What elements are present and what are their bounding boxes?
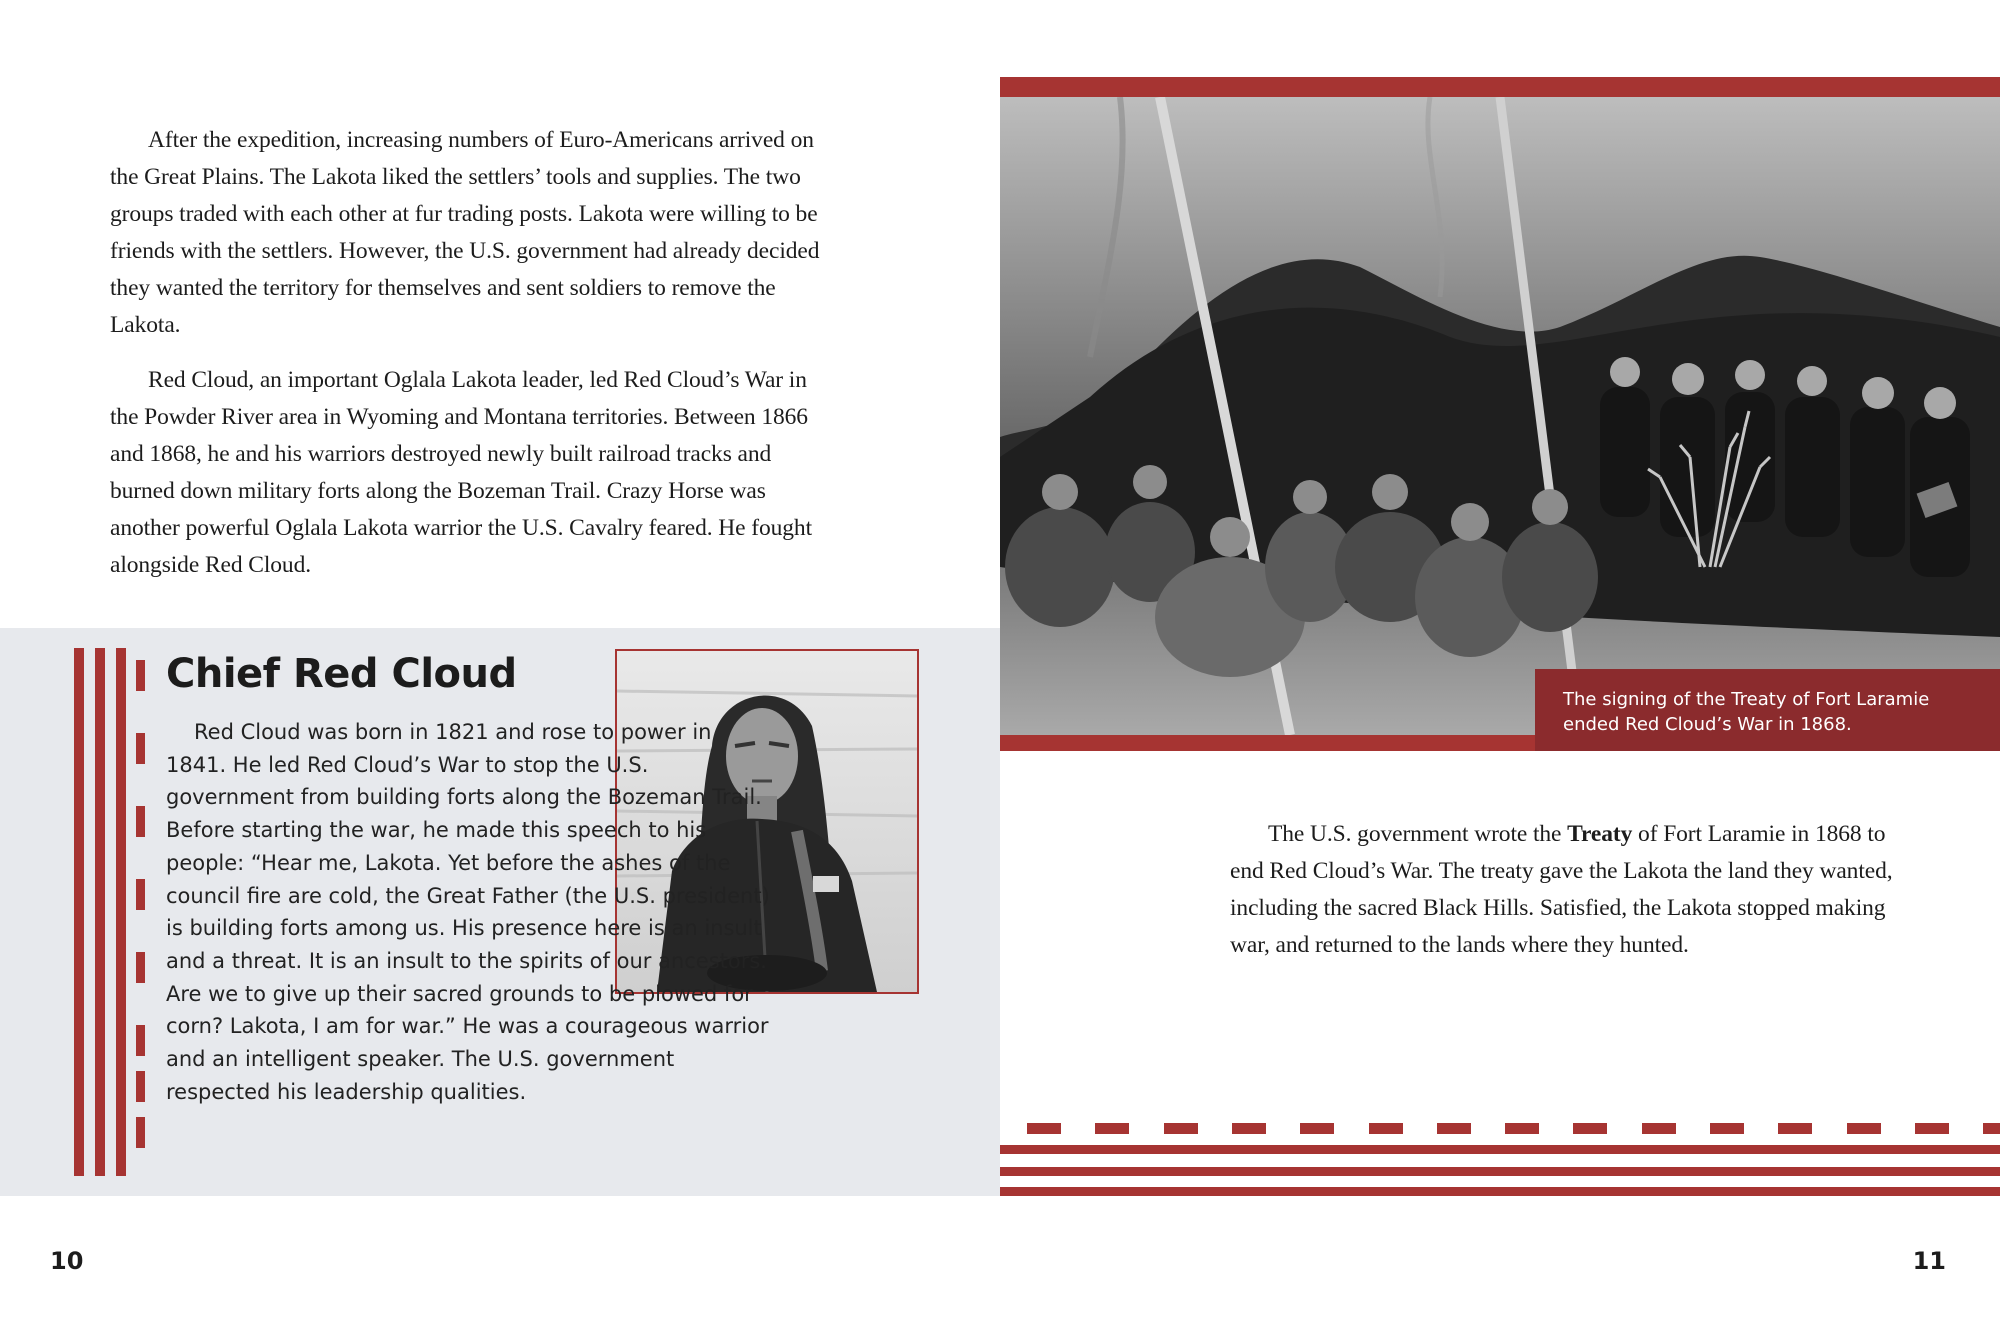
paragraph-treaty (1230, 816, 1910, 964)
paragraph-expedition: After the expedition, increasing numbers of Euro-Americans arrived on the Great Plains. The Lakota liked the settlers’ tools and supplies. The two groups traded with each other at fur trading posts. Lakota were willing to be friends with the settlers. However, the U.S. government had already decided they wanted the territory for themselves and sent soldiers to remove the Lakota. (110, 127, 820, 338)
decorative-dash (1983, 1123, 2000, 1134)
decorative-bar (74, 648, 84, 1176)
decorative-dash (1369, 1123, 1403, 1134)
photo-top-band (1000, 77, 2000, 97)
decorative-dash (1710, 1123, 1744, 1134)
paragraph-treaty-rest: of Fort Laramie in 1868 to end Red Cloud’s War. The treaty gave the Lakota the land they wanted, including the sacred Black Hills. Satisfied, the Lakota stopped making war, and returned to the lands where they hunted. (1230, 821, 1893, 958)
decorative-dash (1778, 1123, 1812, 1134)
page-number-left: 10 (50, 1247, 84, 1275)
decorative-dash (1573, 1123, 1607, 1134)
paragraph-red-cloud-war: Red Cloud, an important Oglala Lakota leader, led Red Cloud’s War in the Powder River area in Wyoming and Montana territories. Between 1866 and 1868, he and his warriors destroyed newly built railroad tracks and burned down military forts along the Bozeman Trail. Crazy Horse was another powerful Oglala Lakota warrior the U.S. Cavalry feared. He fought alongside Red Cloud. (110, 367, 813, 578)
photo-caption: The signing of the Treaty of Fort Laramie ended Red Cloud’s War in 1868. (1535, 669, 2000, 751)
decorative-dash (136, 806, 145, 837)
decorative-dash (1915, 1123, 1949, 1134)
decorative-dash (1164, 1123, 1198, 1134)
decorative-dash (1027, 1123, 1061, 1134)
decorative-dash (136, 1025, 145, 1056)
decorative-bar (116, 648, 126, 1176)
decorative-dash (136, 952, 145, 983)
decorative-dash (1642, 1123, 1676, 1134)
sidebar-title: Chief Red Cloud (166, 651, 517, 697)
decorative-bar (95, 648, 105, 1176)
decorative-dash (136, 879, 145, 910)
decorative-dash (136, 1071, 145, 1102)
decorative-dash (1437, 1123, 1471, 1134)
left-body-text (110, 122, 830, 602)
decorative-dash (1232, 1123, 1266, 1134)
decorative-dash (136, 733, 145, 764)
decorative-dash (1505, 1123, 1539, 1134)
decorative-stripe (1000, 1187, 2000, 1196)
decorative-dash (1300, 1123, 1334, 1134)
sidebar-paragraph: Red Cloud was born in 1821 and rose to power in 1841. He led Red Cloud’s War to stop the U.S. government from building forts along the Bozeman Trail. Before starting the war, he made this speech to his people: “Hear me, Lakota. Yet before the ashes of the council fire are cold, the Great Father (the U.S. president) is building forts among us. His presence here is an insult and a threat. It is an insult to the spirits of our ancestors. Are we to give up their sacred grounds to be plowed for corn? Lakota, I am for war.” He was a courageous warrior and an intelligent speaker. The U.S. government respected his leadership qualities. (166, 720, 770, 1104)
page-number-right: 11 (1912, 1247, 1946, 1275)
sidebar-text (166, 716, 776, 1108)
paragraph-treaty-start: The U.S. government wrote the (1268, 821, 1568, 847)
decorative-stripe (1000, 1145, 2000, 1154)
decorative-dash (1847, 1123, 1881, 1134)
term-treaty: Treaty (1567, 821, 1633, 847)
decorative-dash (136, 660, 145, 691)
decorative-stripe (1000, 1167, 2000, 1176)
treaty-photo (1000, 97, 2000, 735)
right-body-text (1230, 816, 1910, 982)
decorative-dash (136, 1117, 145, 1148)
decorative-dash (1095, 1123, 1129, 1134)
